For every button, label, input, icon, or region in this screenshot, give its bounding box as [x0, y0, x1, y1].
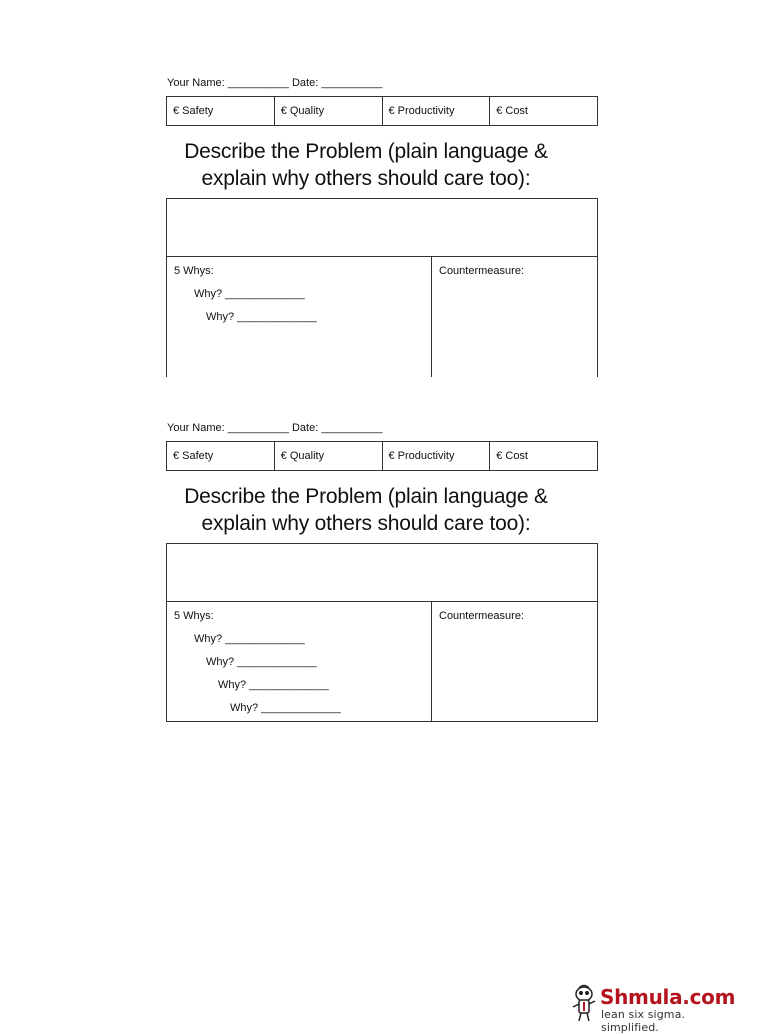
analysis-section: [166, 256, 598, 377]
euro-icon: €: [173, 450, 180, 462]
problem-form-1: [166, 76, 598, 377]
category-label: Productivity: [397, 105, 455, 117]
euro-icon: €: [280, 105, 287, 117]
category-safety[interactable]: [167, 97, 275, 125]
category-label: Safety: [182, 450, 214, 462]
category-row: [166, 441, 598, 471]
category-quality[interactable]: [275, 442, 383, 470]
euro-icon: €: [173, 105, 180, 117]
category-label: Cost: [505, 450, 528, 462]
euro-icon: €: [496, 450, 503, 462]
category-productivity[interactable]: [383, 97, 491, 125]
heading-line-2: explain why others should care too):: [201, 167, 531, 190]
category-cost[interactable]: [490, 97, 597, 125]
why-line-2: Why? _____________: [206, 656, 317, 668]
euro-icon: €: [388, 105, 395, 117]
heading-line-1: Describe the Problem (plain language &: [184, 485, 548, 508]
shmula-logo[interactable]: [570, 983, 742, 1034]
category-productivity[interactable]: [383, 442, 491, 470]
five-whys-label: 5 Whys:: [174, 610, 214, 622]
countermeasure-label: Countermeasure:: [439, 610, 524, 622]
heading-line-2: explain why others should care too):: [201, 512, 531, 535]
why-line-1: Why? _____________: [194, 633, 305, 645]
category-cost[interactable]: [490, 442, 597, 470]
euro-icon: €: [496, 105, 503, 117]
problem-description-box[interactable]: [166, 543, 598, 601]
countermeasure-label: Countermeasure:: [439, 265, 524, 277]
category-label: Safety: [182, 105, 214, 117]
why-line-3: Why? _____________: [218, 679, 329, 691]
logo-name: Shmula.com: [600, 985, 736, 1009]
countermeasure-box[interactable]: [432, 257, 597, 377]
category-label: Quality: [289, 450, 325, 462]
analysis-section: [166, 601, 598, 722]
why-line-2: Why? _____________: [206, 311, 317, 323]
countermeasure-box[interactable]: [432, 602, 597, 721]
five-whys-box[interactable]: [167, 602, 432, 721]
category-label: Quality: [289, 105, 325, 117]
problem-form-2: [166, 421, 598, 722]
problem-heading: [166, 138, 566, 192]
category-label: Cost: [505, 105, 528, 117]
why-line-1: Why? _____________: [194, 288, 305, 300]
euro-icon: €: [280, 450, 287, 462]
mascot-icon: [570, 983, 600, 1023]
category-safety[interactable]: [167, 442, 275, 470]
problem-description-box[interactable]: [166, 198, 598, 256]
why-line-4: Why? _____________: [230, 702, 341, 714]
euro-icon: €: [388, 450, 395, 462]
category-quality[interactable]: [275, 97, 383, 125]
category-label: Productivity: [397, 450, 455, 462]
logo-tagline: lean six sigma. simplified.: [601, 1008, 686, 1034]
five-whys-box[interactable]: [167, 257, 432, 377]
name-date-line: Your Name: __________ Date: __________: [167, 77, 383, 89]
five-whys-label: 5 Whys:: [174, 265, 214, 277]
heading-line-1: Describe the Problem (plain language &: [184, 140, 548, 163]
problem-heading: [166, 483, 566, 537]
category-row: [166, 96, 598, 126]
name-date-line: Your Name: __________ Date: __________: [167, 422, 383, 434]
